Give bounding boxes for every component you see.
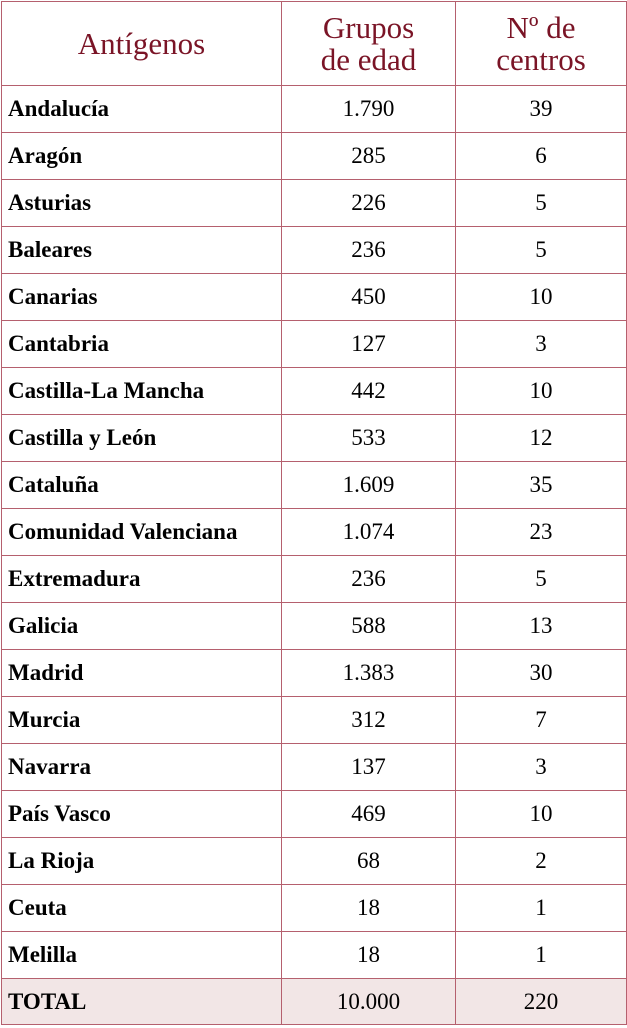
table-row [2, 932, 627, 979]
header-grupos-de-edad [282, 2, 456, 86]
header-antigenos-label: Antígenos [77, 25, 206, 61]
region-cell: Navarra [2, 744, 282, 791]
region-cell: Galicia [2, 603, 282, 650]
centros-cell: 35 [456, 462, 627, 509]
region-cell: Ceuta [2, 885, 282, 932]
centros-cell: 5 [456, 227, 627, 274]
grupos-cell: 1.609 [282, 462, 456, 509]
table-header [2, 2, 627, 86]
header-num-centros [456, 2, 627, 86]
grupos-cell: 18 [282, 932, 456, 979]
region-cell: Comunidad Valenciana [2, 509, 282, 556]
region-cell: Canarias [2, 274, 282, 321]
region-cell: Extremadura [2, 556, 282, 603]
grupos-cell: 18 [282, 885, 456, 932]
table-row [2, 838, 627, 885]
header-grupos-line1: Grupos [322, 9, 415, 45]
centros-cell: 12 [456, 415, 627, 462]
data-table [1, 1, 627, 1025]
grupos-cell: 236 [282, 556, 456, 603]
grupos-cell: 68 [282, 838, 456, 885]
centros-cell: 30 [456, 650, 627, 697]
grupos-cell: 236 [282, 227, 456, 274]
grupos-cell: 469 [282, 791, 456, 838]
centros-cell: 10 [456, 368, 627, 415]
region-cell: Melilla [2, 932, 282, 979]
grupos-cell: 533 [282, 415, 456, 462]
table-row [2, 744, 627, 791]
table-row [2, 86, 627, 133]
centros-cell: 13 [456, 603, 627, 650]
header-row [2, 2, 627, 86]
table-body [2, 86, 627, 1025]
total-row [2, 979, 627, 1025]
grupos-cell: 285 [282, 133, 456, 180]
centros-cell: 1 [456, 885, 627, 932]
table-row [2, 415, 627, 462]
table-row [2, 180, 627, 227]
region-cell: País Vasco [2, 791, 282, 838]
region-cell: Andalucía [2, 86, 282, 133]
header-antigenos [2, 2, 282, 86]
region-cell: Murcia [2, 697, 282, 744]
header-grupos-line2: de edad [320, 41, 417, 77]
centros-cell: 6 [456, 133, 627, 180]
table-row [2, 603, 627, 650]
table-row [2, 509, 627, 556]
region-cell: Madrid [2, 650, 282, 697]
region-cell: Cataluña [2, 462, 282, 509]
region-cell: La Rioja [2, 838, 282, 885]
grupos-cell: 1.074 [282, 509, 456, 556]
table-row [2, 885, 627, 932]
table-row [2, 227, 627, 274]
table-row [2, 697, 627, 744]
grupos-cell: 588 [282, 603, 456, 650]
centros-cell: 10 [456, 791, 627, 838]
total-grupos: 10.000 [282, 979, 456, 1025]
table-row [2, 462, 627, 509]
total-label: TOTAL [2, 979, 282, 1025]
centros-cell: 3 [456, 321, 627, 368]
table-row [2, 133, 627, 180]
centros-cell: 39 [456, 86, 627, 133]
header-centros-line2: centros [496, 41, 586, 77]
region-cell: Asturias [2, 180, 282, 227]
total-centros: 220 [456, 979, 627, 1025]
centros-cell: 7 [456, 697, 627, 744]
table-row [2, 791, 627, 838]
centros-cell: 2 [456, 838, 627, 885]
grupos-cell: 450 [282, 274, 456, 321]
table-row [2, 650, 627, 697]
table-row [2, 368, 627, 415]
grupos-cell: 442 [282, 368, 456, 415]
region-cell: Cantabria [2, 321, 282, 368]
grupos-cell: 226 [282, 180, 456, 227]
table-row [2, 321, 627, 368]
grupos-cell: 1.383 [282, 650, 456, 697]
centros-cell: 10 [456, 274, 627, 321]
centros-cell: 3 [456, 744, 627, 791]
grupos-cell: 137 [282, 744, 456, 791]
centros-cell: 5 [456, 180, 627, 227]
grupos-cell: 312 [282, 697, 456, 744]
region-cell: Baleares [2, 227, 282, 274]
centros-cell: 23 [456, 509, 627, 556]
region-cell: Castilla y León [2, 415, 282, 462]
table-row [2, 274, 627, 321]
centros-cell: 1 [456, 932, 627, 979]
centros-cell: 5 [456, 556, 627, 603]
region-cell: Castilla-La Mancha [2, 368, 282, 415]
region-cell: Aragón [2, 133, 282, 180]
data-table-container [1, 1, 626, 1025]
table-row [2, 556, 627, 603]
grupos-cell: 1.790 [282, 86, 456, 133]
grupos-cell: 127 [282, 321, 456, 368]
header-centros-line1: Nº de [506, 9, 576, 45]
